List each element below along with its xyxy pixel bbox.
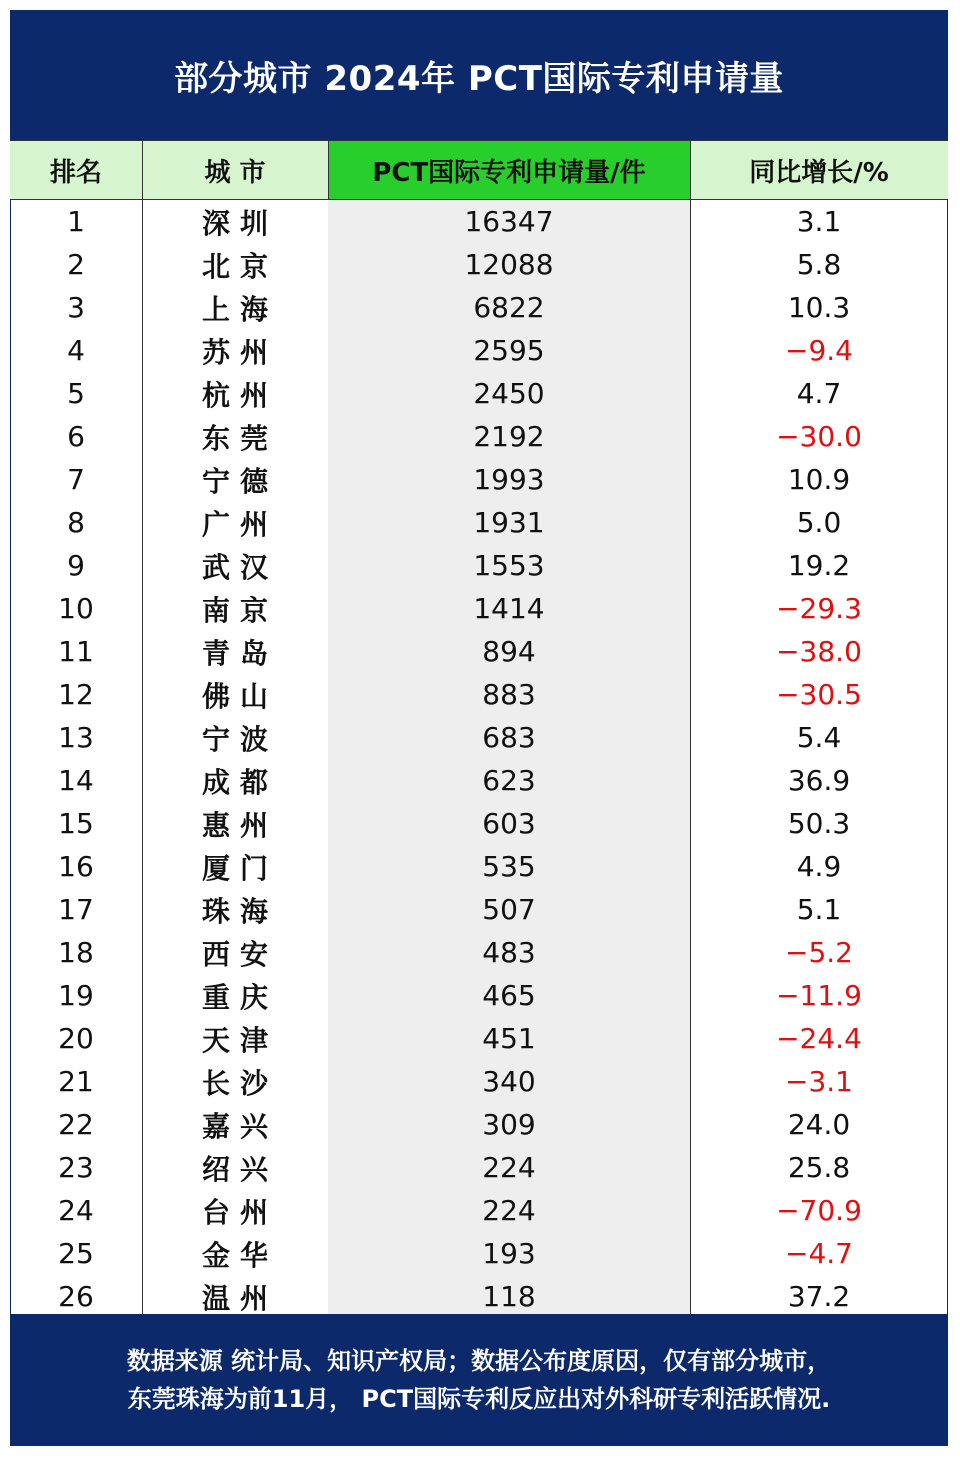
rank-cell: 22 <box>58 1108 94 1141</box>
table-row <box>10 501 948 544</box>
table-body <box>10 200 948 1314</box>
city-cell: 惠州 <box>201 808 278 842</box>
city-cell: 西安 <box>201 937 278 971</box>
footer-line-1: 数据来源 统计局、知识产权局；数据公布度原因，仅有部分城市， <box>126 1347 832 1375</box>
rank-cell: 2 <box>67 248 85 281</box>
table-row <box>10 286 948 329</box>
table-row <box>10 587 948 630</box>
growth-cell: −9.4 <box>785 334 853 367</box>
applications-cell: 1414 <box>473 592 545 625</box>
rank-cell: 14 <box>58 764 94 797</box>
city-cell: 厦门 <box>201 851 278 885</box>
applications-cell: 603 <box>482 807 536 840</box>
growth-cell: 24.0 <box>787 1108 851 1141</box>
rank-cell: 18 <box>58 936 94 969</box>
applications-cell: 2595 <box>473 334 545 367</box>
table-row <box>10 673 948 716</box>
rank-cell: 7 <box>67 463 85 496</box>
city-cell: 苏州 <box>201 335 278 369</box>
growth-cell: −4.7 <box>785 1237 853 1270</box>
table-row <box>10 1060 948 1103</box>
applications-cell: 224 <box>482 1194 536 1227</box>
city-cell: 南京 <box>201 593 278 627</box>
table-row <box>10 329 948 372</box>
growth-cell: −38.0 <box>776 635 862 668</box>
city-cell: 天津 <box>201 1023 278 1057</box>
rank-cell: 19 <box>58 979 94 1012</box>
growth-cell: −5.2 <box>785 936 853 969</box>
applications-cell: 465 <box>482 979 536 1012</box>
applications-cell: 894 <box>482 635 536 668</box>
applications-cell: 483 <box>482 936 536 969</box>
applications-cell: 340 <box>482 1065 536 1098</box>
applications-cell: 2192 <box>473 420 545 453</box>
city-cell: 东莞 <box>201 421 278 455</box>
table-row <box>10 759 948 802</box>
rank-cell: 3 <box>67 291 85 324</box>
header-city: 城 市 <box>142 141 328 199</box>
table-title: 部分城市 2024年 PCT国际专利申请量 <box>10 10 948 140</box>
header-applications: PCT国际专利申请量/件 <box>328 141 690 199</box>
table-row <box>10 544 948 587</box>
growth-cell: 4.9 <box>796 850 842 883</box>
rank-cell: 8 <box>67 506 85 539</box>
applications-cell: 309 <box>482 1108 536 1141</box>
city-cell: 杭州 <box>201 378 278 412</box>
rank-cell: 17 <box>58 893 94 926</box>
table-row <box>10 931 948 974</box>
growth-cell: 50.3 <box>787 807 851 840</box>
applications-cell: 623 <box>482 764 536 797</box>
rank-cell: 15 <box>58 807 94 840</box>
applications-cell: 6822 <box>473 291 545 324</box>
table-row <box>10 845 948 888</box>
rank-cell: 23 <box>58 1151 94 1184</box>
city-cell: 长沙 <box>201 1066 278 1100</box>
header-rank: 排名 <box>10 141 142 199</box>
applications-cell: 224 <box>482 1151 536 1184</box>
city-cell: 珠海 <box>201 894 278 928</box>
applications-cell: 1931 <box>473 506 545 539</box>
rank-cell: 12 <box>58 678 94 711</box>
city-cell: 宁波 <box>201 722 278 756</box>
city-cell: 绍兴 <box>201 1152 278 1186</box>
growth-cell: −30.0 <box>776 420 862 453</box>
applications-cell: 1553 <box>473 549 545 582</box>
rank-cell: 20 <box>58 1022 94 1055</box>
city-cell: 上海 <box>201 292 278 326</box>
growth-cell: 3.1 <box>796 205 842 238</box>
growth-cell: 10.3 <box>787 291 851 324</box>
table-row <box>10 1275 948 1318</box>
rank-cell: 24 <box>58 1194 94 1227</box>
applications-cell: 12088 <box>464 248 554 281</box>
city-cell: 武汉 <box>201 550 278 584</box>
rank-cell: 1 <box>67 205 85 238</box>
footer-line-2: 东莞珠海为前11月， PCT国际专利反应出对外科研专利活跃情况. <box>127 1385 831 1413</box>
growth-cell: 25.8 <box>787 1151 851 1184</box>
city-cell: 重庆 <box>201 980 278 1014</box>
rank-cell: 10 <box>58 592 94 625</box>
growth-cell: 5.4 <box>796 721 842 754</box>
growth-cell: 5.8 <box>796 248 842 281</box>
table-row <box>10 716 948 759</box>
city-cell: 广州 <box>201 507 278 541</box>
applications-cell: 193 <box>482 1237 536 1270</box>
growth-cell: 37.2 <box>787 1280 851 1313</box>
table-row <box>10 1103 948 1146</box>
applications-cell: 2450 <box>473 377 545 410</box>
city-cell: 台州 <box>201 1195 278 1229</box>
table-row <box>10 1017 948 1060</box>
applications-cell: 451 <box>482 1022 536 1055</box>
city-cell: 宁德 <box>201 464 278 498</box>
rank-cell: 9 <box>67 549 85 582</box>
table-row <box>10 888 948 931</box>
city-cell: 嘉兴 <box>201 1109 278 1143</box>
rank-cell: 26 <box>58 1280 94 1313</box>
growth-cell: 5.1 <box>796 893 842 926</box>
table-row <box>10 974 948 1017</box>
table-row <box>10 1146 948 1189</box>
table-row <box>10 243 948 286</box>
footer-note <box>10 1314 948 1446</box>
rank-cell: 11 <box>58 635 94 668</box>
growth-cell: 10.9 <box>787 463 851 496</box>
growth-cell: −24.4 <box>776 1022 862 1055</box>
city-cell: 北京 <box>201 249 278 283</box>
growth-cell: 36.9 <box>787 764 851 797</box>
rank-cell: 21 <box>58 1065 94 1098</box>
growth-cell: −30.5 <box>776 678 862 711</box>
applications-cell: 507 <box>482 893 536 926</box>
city-cell: 深圳 <box>201 206 278 240</box>
rank-cell: 4 <box>67 334 85 367</box>
table-row <box>10 802 948 845</box>
rank-cell: 16 <box>58 850 94 883</box>
table-row <box>10 415 948 458</box>
city-cell: 金华 <box>201 1238 278 1272</box>
city-cell: 成都 <box>201 765 278 799</box>
rank-cell: 5 <box>67 377 85 410</box>
growth-cell: −3.1 <box>785 1065 853 1098</box>
rank-cell: 25 <box>58 1237 94 1270</box>
applications-cell: 16347 <box>464 205 554 238</box>
table-row <box>10 1189 948 1232</box>
growth-cell: 5.0 <box>796 506 842 539</box>
table-row <box>10 630 948 673</box>
table-row <box>10 200 948 243</box>
growth-cell: −29.3 <box>776 592 862 625</box>
growth-cell: 19.2 <box>787 549 851 582</box>
applications-cell: 535 <box>482 850 536 883</box>
city-cell: 青岛 <box>201 636 278 670</box>
applications-cell: 1993 <box>473 463 545 496</box>
growth-cell: −70.9 <box>776 1194 862 1227</box>
header-growth: 同比增长/% <box>690 141 948 199</box>
table-row <box>10 372 948 415</box>
table-row <box>10 458 948 501</box>
rank-cell: 13 <box>58 721 94 754</box>
applications-cell: 683 <box>482 721 536 754</box>
applications-cell: 883 <box>482 678 536 711</box>
growth-cell: −11.9 <box>776 979 862 1012</box>
header-row <box>10 140 948 200</box>
rank-cell: 6 <box>67 420 85 453</box>
city-cell: 温州 <box>201 1281 278 1315</box>
growth-cell: 4.7 <box>796 377 842 410</box>
city-cell: 佛山 <box>201 679 278 713</box>
applications-cell: 118 <box>482 1280 536 1313</box>
table-row <box>10 1232 948 1275</box>
